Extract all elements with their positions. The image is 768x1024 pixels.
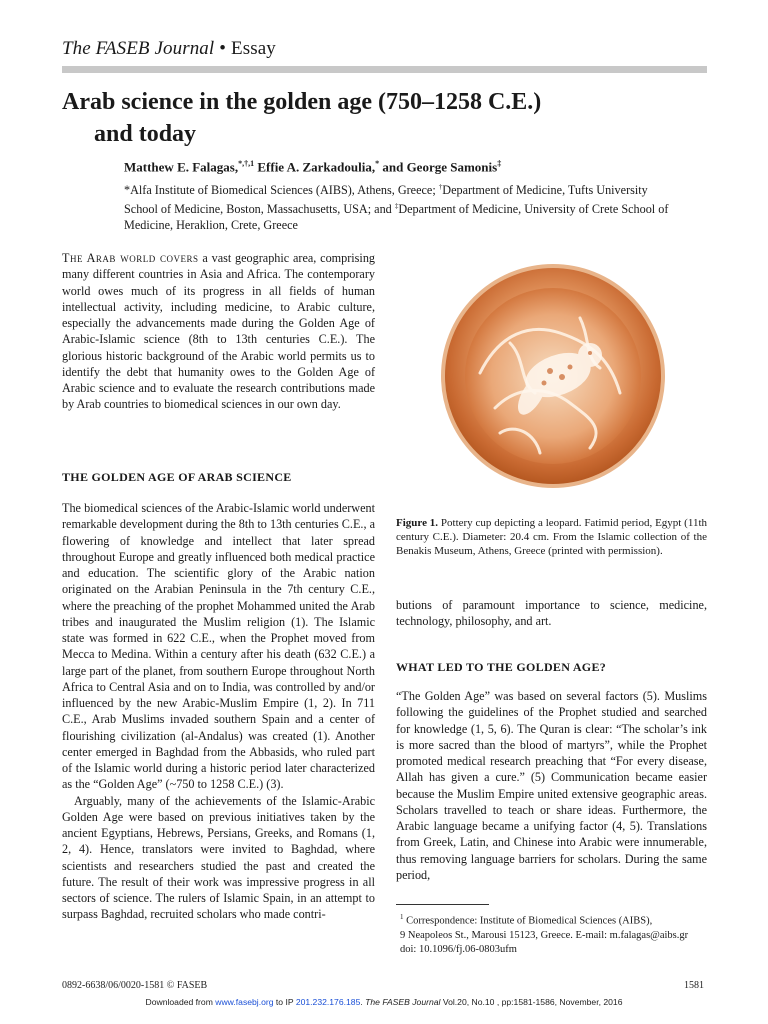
section-heading-what-led: WHAT LED TO THE GOLDEN AGE? [396,660,607,674]
continued-paragraph: butions of paramount importance to science, medicine, technology, philosophy, and art. [396,598,707,629]
affiliations [124,179,684,233]
footnote-line-2: 9 Neapoleos St., Marousi 15123, Greece. E-mail: m.falagas@aibs.gr [400,929,689,941]
ip-link[interactable]: 201.232.176.185 [295,997,361,1007]
intro-lead: The Arab world covers [62,251,199,265]
journal-name: The FASEB Journal [62,38,215,59]
affiliation-mark-2: † [438,183,443,191]
section2-paragraph-1: “The Golden Age” was based on several factors (5). Muslims following the guidelines of the Prophet studied and searched for knowledge (1, 5, 6). The Quran is clear: “The scholar’s ink is more sacred than the blood of martyrs”, while the Prophet promoted medical research preaching that “For every disease, Allah has given a cure.” (5) Communication became easier because the Muslim Empire united extensive geographic areas. Scholars travelled to teach or share ideas. Furthermore, the Arabic language became a unifying factor (4, 5). Translations from Greek, Latin, and Chinese into Arabic were innumerable, thus removing language barriers for scholars. During the same period, [396,689,707,882]
footnote-line-1: Correspondence: Institute of Biomedical Sciences (AIBS), [403,915,653,927]
affiliation-3: Department of Medicine, University of Crete School of Medicine, Heraklion, Crete, Greece [124,202,669,233]
section-heading-golden-age: THE GOLDEN AGE OF ARAB SCIENCE [62,470,292,484]
page-number: 1581 [684,980,704,991]
section1-paragraph-1: The biomedical sciences of the Arabic-Islamic world underwent remarkable development during the 8th to 13th centuries C.E., a flowering of knowledge and intellect that later spread throughout Europe and greatly influenced both medical practice and education. The scientific glory of the Arabic nation originated on the Arabian Peninsula in the 7th century C.E., where the preaching of the prophet Mohammed united the Arab tribes and inaugurated the Muslim religion (1). The Islamic state was formed in 622 C.E., when the Prophet moved from Mecca to Medina. Within a century after his death (632 C.E.) a large part of the planet, from southern Europe throughout North Africa to Central Asia and on to India, was controlled by and/or influenced by the new Arabic-Muslim Empire (1, 2). In 711 C.E., Arab Muslims invaded southern Spain and a center of flourishing civilization (al-Andalus) was created (1). Another center emerged in Baghdad from the Abbasids, who ruled part of the Islamic world during a historic period later characterized as the “Golden Age” (~750 to 1258 C.E.) (3). [62,501,375,792]
author-list [124,159,704,175]
section2-body [396,688,707,883]
right-column-continuation [396,597,707,630]
footnote-mark: 1 [400,913,404,921]
figure-caption [396,516,707,558]
download-citation: Vol.20, No.10 , pp:1581-1586, November, 2016 [440,997,623,1007]
title-line-2: and today [94,121,197,147]
section1-paragraph-2: Arguably, many of the achievements of the Islamic-Arabic Golden Age were based on previous initiatives taken by the ancient Egyptians, Hebrews, Persians, Greeks, and Romans (1, 2, 4). Hence, translators were invited to Baghdad, where scientists and researchers studied the past and created the future. The result of their work was impressive progress in all sectors of science. The rulers of Islamic Spain, in an attempt to surpass Baghdad, recruited scholars who made contri- [62,793,375,922]
affiliation-2: Department of Medicine, Tufts University School of Medicine, Boston, Massachusetts, USA; and [124,183,648,217]
author-2: Effie A. Zarkadoulia, [254,159,376,175]
download-journal: The FASEB Journal [365,997,441,1007]
author-2-marks: * [375,159,380,168]
correspondence-footnote [400,910,710,957]
intro-text: a vast geographic area, comprising many different countries in Asia and Africa. The contemporary world owes much of its progress in all fields of human intellectual activity, including medicine, to Arabic culture, especially the advancements made during the Golden Age of Arabic-Islamic science (8th to 13th centuries C.E.). The glorious historic background of the Arabic world permits us to identify the debt that humanity owes to the Golden Age of Arabic science and to evaluate the research contributions made by Arab countries to biomedical sciences in our own day. [62,251,376,412]
figure-caption-text: Pottery cup depicting a leopard. Fatimid period, Egypt (11th century C.E.). Diameter: 20.4 cm. From the Islamic collection of the Benakis Museum, Athens, Greece (printed with permission). [396,517,707,557]
affiliation-1: *Alfa Institute of Biomedical Sciences (AIBS), Athens, Greece; [124,183,439,198]
download-notice [0,997,768,1007]
figure-pottery-cup [440,263,666,489]
author-1-marks: *,†,1 [238,159,255,168]
article-title [62,86,682,150]
footnote-rule [396,904,489,905]
header-rule [62,66,707,73]
download-prefix: Downloaded from [145,997,216,1007]
title-line-1: Arab science in the golden age (750–1258 C.E.) [62,89,542,115]
download-dot: . [360,997,366,1007]
author-3-marks: ‡ [497,159,502,168]
fasebj-link[interactable]: www.fasebj.org [215,997,274,1007]
intro-paragraph [62,250,375,413]
section-label: Essay [231,38,276,59]
author-3: and George Samonis [379,159,498,175]
footer-copyright: 0892-6638/06/0020-1581 © FASEB [62,980,208,991]
section1-body [62,500,375,923]
header-bullet: • [219,38,227,59]
author-1: Matthew E. Falagas, [124,159,239,175]
affiliation-mark-3: ‡ [394,202,399,211]
footnote-doi: doi: 10.1096/fj.06-0803ufm [400,943,517,955]
figure-label: Figure 1. [396,517,439,529]
download-mid: to IP [273,997,296,1007]
journal-header [62,38,276,60]
